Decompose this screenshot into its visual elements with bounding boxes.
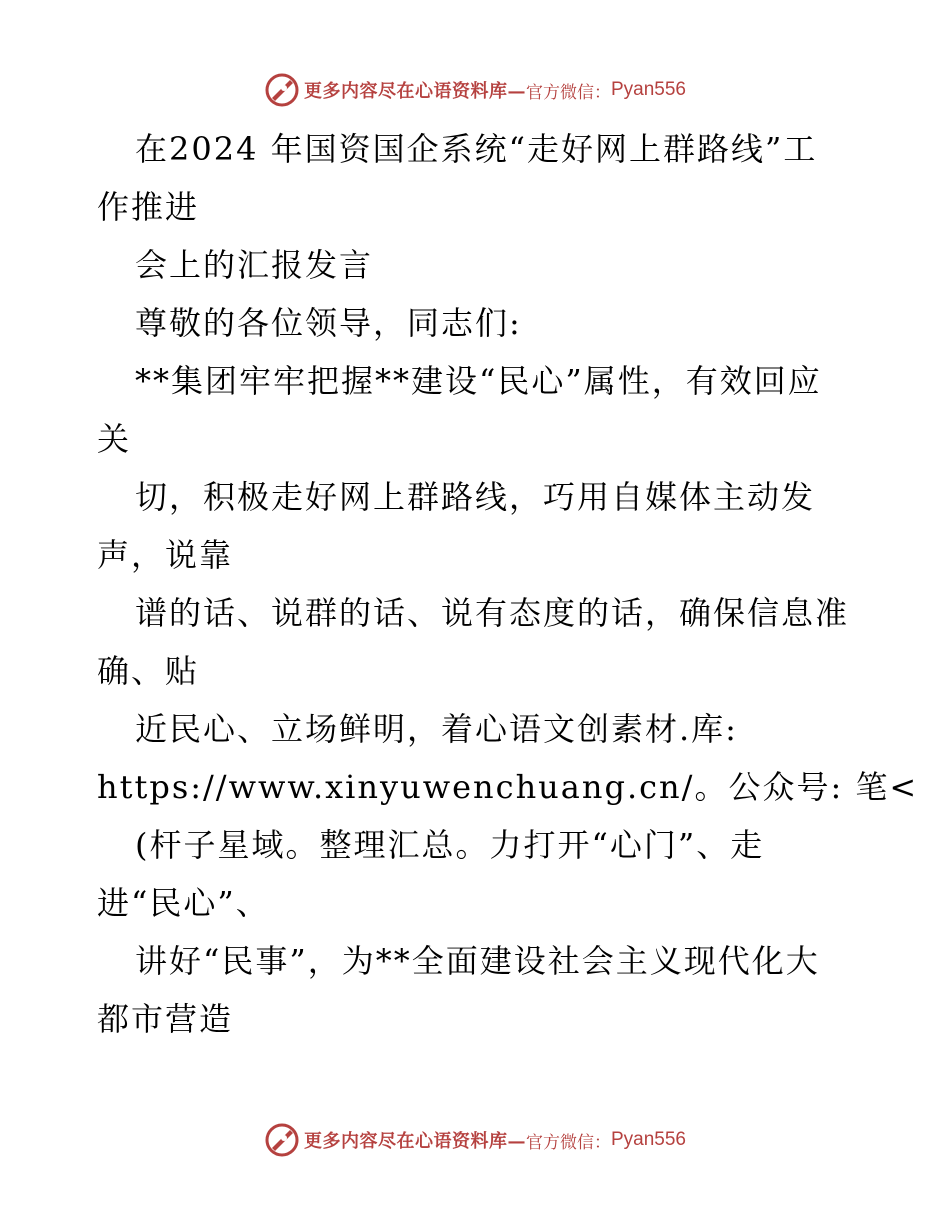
paragraph-line: **集团牢牢把握**建设“民心”属性，有效回应 — [135, 362, 822, 400]
title-line-3: 会上的汇报发言 — [135, 246, 374, 284]
pen-logo-icon — [264, 72, 300, 108]
title-line-1: 在2024 年国资国企系统“走好网上群路线”工 — [135, 130, 818, 168]
paragraph-line: 近民心、立场鲜明，着心语文创素材.库: — [135, 710, 738, 748]
watermark-wechat-label: 官方微信： — [525, 82, 611, 103]
url-line: https://www.xinyuwenchuang.cn/。公众号: 笔< — [97, 768, 919, 806]
paragraph-line: 切，积极走好网上群路线，巧用自媒体主动发 — [135, 478, 816, 516]
title-line-2: 作推进 — [97, 188, 200, 226]
paragraph-line: 讲好“民事”，为**全面建设社会主义现代化大 — [135, 942, 820, 980]
pen-logo-icon — [264, 1122, 300, 1158]
footer-watermark — [0, 1120, 950, 1160]
header-watermark — [0, 70, 950, 110]
paragraph-line: 进“民心”、 — [97, 884, 270, 922]
watermark-wechat-id: Pyan556 — [610, 1129, 686, 1150]
paragraph-line: (杆子星域。整理汇总。力打开“心门”、走 — [135, 826, 765, 864]
watermark-text: 更多内容尽在心语资料库— — [303, 1131, 526, 1152]
watermark-text: 更多内容尽在心语资料库— — [303, 81, 526, 102]
document-body — [97, 120, 919, 1048]
paragraph-line: 声，说靠 — [97, 536, 234, 574]
watermark-wechat-label: 官方微信： — [525, 1132, 611, 1153]
paragraph-line: 关 — [97, 420, 132, 458]
watermark-wechat-id: Pyan556 — [610, 79, 686, 100]
paragraph-line: 都市营造 — [97, 1000, 234, 1038]
paragraph-line: 确、贴 — [97, 652, 200, 690]
salutation: 尊敬的各位领导，同志们: — [135, 304, 522, 342]
paragraph-line: 谱的话、说群的话、说有态度的话，确保信息准 — [135, 594, 850, 632]
